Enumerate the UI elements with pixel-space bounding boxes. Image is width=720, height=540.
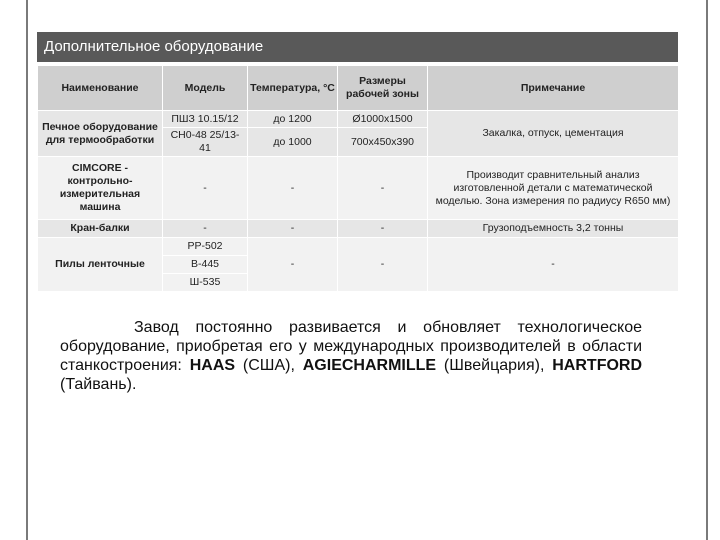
table-row (38, 220, 679, 238)
cell-model: СН0-48 25/13-41 (163, 128, 248, 157)
cell-name: Кран-балки (38, 220, 163, 238)
brand-agiecharmille: AGIECHARMILLE (302, 357, 437, 374)
cell-model: PP-502 (163, 238, 248, 256)
equipment-table (37, 65, 679, 292)
cell-name: Печное оборудование для термообработки (38, 111, 163, 157)
cell-temperature: - (248, 220, 338, 238)
cell-model: Ш-535 (163, 274, 248, 292)
paragraph-text-4: (Тайвань). (60, 376, 137, 393)
header-name: Наименование (38, 66, 163, 111)
cell-model: - (163, 157, 248, 220)
table-row (38, 238, 679, 256)
right-decor-bar (706, 0, 708, 540)
paragraph-text-1: Завод постоянно развивается и обновляет технологическое оборудование, приобретая его у международных производителей в области станкостроения: (60, 319, 642, 374)
header-temperature: Температура, °С (248, 66, 338, 111)
cell-name: CIMCORE - контрольно-измерительная машина (38, 157, 163, 220)
cell-temperature: - (248, 238, 338, 292)
cell-zone-size: - (338, 238, 428, 292)
cell-model: B-445 (163, 256, 248, 274)
cell-model: - (163, 220, 248, 238)
slide-title: Дополнительное оборудование (37, 32, 678, 62)
brand-haas: HAAS (189, 357, 236, 374)
cell-note: Закалка, отпуск, цементация (428, 111, 679, 157)
header-note: Примечание (428, 66, 679, 111)
cell-zone-size: 700х450х390 (338, 128, 428, 157)
cell-zone-size: - (338, 220, 428, 238)
cell-name: Пилы ленточные (38, 238, 163, 292)
brand-hartford: HARTFORD (552, 357, 643, 374)
cell-zone-size: - (338, 157, 428, 220)
paragraph-text-3: (Швейцария), (436, 357, 553, 374)
cell-note: Грузоподъемность 3,2 тонны (428, 220, 679, 238)
table-header-row (38, 66, 679, 111)
body-paragraph (60, 318, 642, 394)
left-decor-bar (26, 0, 28, 540)
table-row (38, 157, 679, 220)
table-row (38, 111, 679, 128)
cell-zone-size: Ø1000х1500 (338, 111, 428, 128)
cell-temperature: до 1200 (248, 111, 338, 128)
cell-temperature: - (248, 157, 338, 220)
cell-model: ПШЗ 10.15/12 (163, 111, 248, 128)
cell-note: - (428, 238, 679, 292)
paragraph-text-2: (США), (235, 357, 303, 374)
header-zone-size: Размеры рабочей зоны (338, 66, 428, 111)
cell-note: Производит сравнительный анализ изготовленной детали с математической моделью. Зона измерения по радиусу R650 мм) (428, 157, 679, 220)
header-model: Модель (163, 66, 248, 111)
cell-temperature: до 1000 (248, 128, 338, 157)
